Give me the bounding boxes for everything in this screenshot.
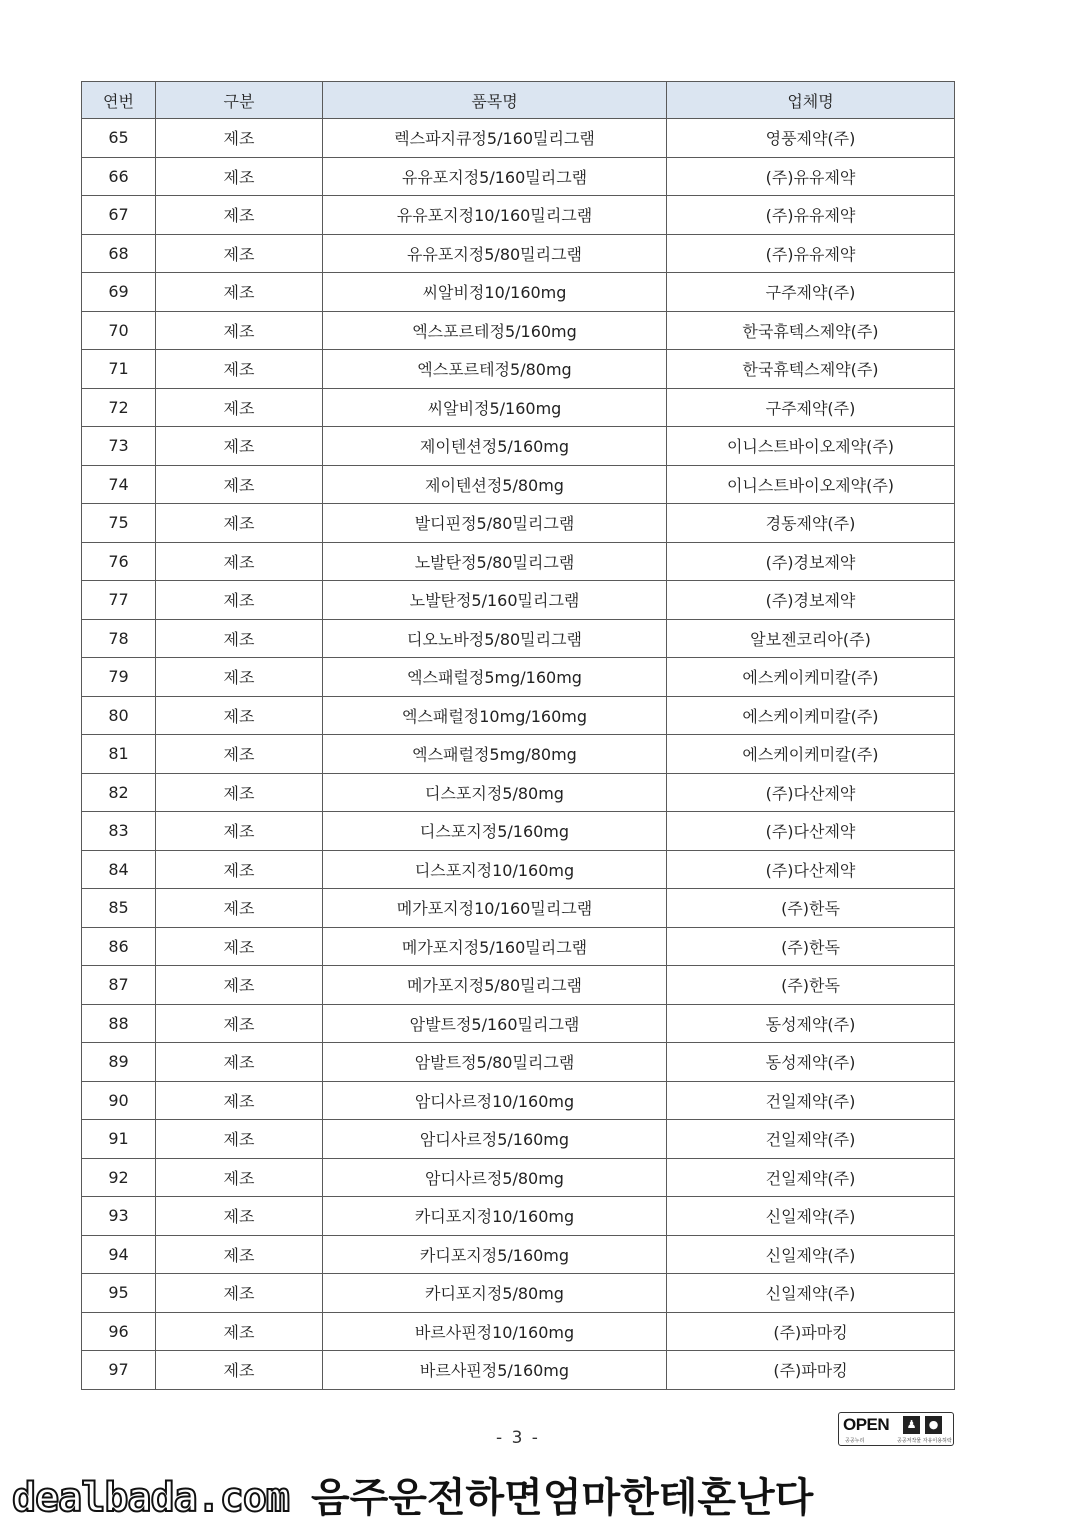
cell-company-name: (주)유유제약 xyxy=(667,157,955,196)
table-row xyxy=(82,850,955,889)
open-logo-word: OPEN xyxy=(843,1415,890,1434)
cell-serial: 75 xyxy=(82,504,156,543)
cell-product-name: 엑스패럴정5mg/160mg xyxy=(323,658,667,697)
cell-category: 제조 xyxy=(156,658,323,697)
cell-serial: 78 xyxy=(82,619,156,658)
cell-category: 제조 xyxy=(156,427,323,466)
cell-company-name: (주)다산제약 xyxy=(667,812,955,851)
cell-product-name: 메가포지정5/80밀리그램 xyxy=(323,966,667,1005)
cell-serial: 83 xyxy=(82,812,156,851)
cell-company-name: 에스케이케미칼(주) xyxy=(667,735,955,774)
cell-product-name: 암디사르정10/160mg xyxy=(323,1081,667,1120)
cell-serial: 90 xyxy=(82,1081,156,1120)
cell-serial: 84 xyxy=(82,850,156,889)
table-row xyxy=(82,119,955,158)
cell-product-name: 씨알비정10/160mg xyxy=(323,273,667,312)
cell-product-name: 카디포지정5/80mg xyxy=(323,1274,667,1313)
cell-company-name: 구주제약(주) xyxy=(667,388,955,427)
cell-company-name: (주)파마킹 xyxy=(667,1312,955,1351)
table-row xyxy=(82,1351,955,1390)
cell-company-name: 에스케이케미칼(주) xyxy=(667,658,955,697)
cell-serial: 89 xyxy=(82,1043,156,1082)
page-number: - 3 - xyxy=(496,1428,540,1448)
header-category: 구분 xyxy=(156,82,323,119)
watermark-slogan: 음주운전하면엄마한테혼난다 xyxy=(310,1475,814,1521)
cell-category: 제조 xyxy=(156,196,323,235)
cell-serial: 96 xyxy=(82,1312,156,1351)
cell-category: 제조 xyxy=(156,273,323,312)
header-company-name: 업체명 xyxy=(667,82,955,119)
cell-serial: 91 xyxy=(82,1120,156,1159)
cell-company-name: (주)한독 xyxy=(667,927,955,966)
table-row xyxy=(82,1274,955,1313)
cell-product-name: 엑스패럴정5mg/80mg xyxy=(323,735,667,774)
cell-product-name: 엑스포르테정5/80mg xyxy=(323,350,667,389)
cell-product-name: 메가포지정5/160밀리그램 xyxy=(323,927,667,966)
cell-company-name: 경동제약(주) xyxy=(667,504,955,543)
cell-company-name: 에스케이케미칼(주) xyxy=(667,696,955,735)
table-header-row xyxy=(82,82,955,119)
cell-company-name: (주)파마킹 xyxy=(667,1351,955,1390)
cell-product-name: 유유포지정5/80밀리그램 xyxy=(323,234,667,273)
table-row xyxy=(82,773,955,812)
table-row xyxy=(82,311,955,350)
cell-company-name: 동성제약(주) xyxy=(667,1004,955,1043)
table-row xyxy=(82,696,955,735)
cell-company-name: (주)한독 xyxy=(667,889,955,928)
cell-serial: 65 xyxy=(82,119,156,158)
cell-serial: 88 xyxy=(82,1004,156,1043)
cell-serial: 92 xyxy=(82,1158,156,1197)
cell-product-name: 제이텐션정5/160mg xyxy=(323,427,667,466)
cell-product-name: 발디핀정5/80밀리그램 xyxy=(323,504,667,543)
table-row xyxy=(82,465,955,504)
cell-product-name: 디오노바정5/80밀리그램 xyxy=(323,619,667,658)
cell-company-name: 이니스트바이오제약(주) xyxy=(667,465,955,504)
cell-company-name: 건일제약(주) xyxy=(667,1158,955,1197)
cell-serial: 80 xyxy=(82,696,156,735)
cell-category: 제조 xyxy=(156,465,323,504)
cell-category: 제조 xyxy=(156,696,323,735)
table-row xyxy=(82,1197,955,1236)
cell-product-name: 카디포지정5/160mg xyxy=(323,1235,667,1274)
table-row xyxy=(82,388,955,427)
table-row xyxy=(82,1004,955,1043)
cell-serial: 68 xyxy=(82,234,156,273)
cell-serial: 85 xyxy=(82,889,156,928)
cell-company-name: (주)유유제약 xyxy=(667,234,955,273)
cell-product-name: 노발탄정5/80밀리그램 xyxy=(323,542,667,581)
cell-serial: 86 xyxy=(82,927,156,966)
table-row xyxy=(82,619,955,658)
cell-product-name: 유유포지정5/160밀리그램 xyxy=(323,157,667,196)
cell-serial: 71 xyxy=(82,350,156,389)
cell-serial: 94 xyxy=(82,1235,156,1274)
kogl-open-logo xyxy=(838,1412,954,1446)
cell-category: 제조 xyxy=(156,157,323,196)
cell-serial: 87 xyxy=(82,966,156,1005)
cell-serial: 79 xyxy=(82,658,156,697)
table-row xyxy=(82,157,955,196)
cell-serial: 82 xyxy=(82,773,156,812)
cell-serial: 81 xyxy=(82,735,156,774)
table-row xyxy=(82,1312,955,1351)
cell-category: 제조 xyxy=(156,773,323,812)
cell-company-name: (주)경보제약 xyxy=(667,542,955,581)
cell-category: 제조 xyxy=(156,504,323,543)
cell-product-name: 제이텐션정5/80mg xyxy=(323,465,667,504)
table-row xyxy=(82,812,955,851)
cell-category: 제조 xyxy=(156,311,323,350)
cell-product-name: 노발탄정5/160밀리그램 xyxy=(323,581,667,620)
cell-product-name: 바르사핀정5/160mg xyxy=(323,1351,667,1390)
cell-category: 제조 xyxy=(156,388,323,427)
cell-company-name: 구주제약(주) xyxy=(667,273,955,312)
cell-company-name: 영풍제약(주) xyxy=(667,119,955,158)
cell-category: 제조 xyxy=(156,234,323,273)
cell-category: 제조 xyxy=(156,1197,323,1236)
cell-product-name: 엑스포르테정5/160mg xyxy=(323,311,667,350)
cell-product-name: 바르사핀정10/160mg xyxy=(323,1312,667,1351)
cell-product-name: 유유포지정10/160밀리그램 xyxy=(323,196,667,235)
cell-product-name: 암디사르정5/160mg xyxy=(323,1120,667,1159)
cell-product-name: 카디포지정10/160mg xyxy=(323,1197,667,1236)
table-row xyxy=(82,581,955,620)
table-row xyxy=(82,1158,955,1197)
table-row xyxy=(82,196,955,235)
cell-company-name: 알보젠코리아(주) xyxy=(667,619,955,658)
table-row xyxy=(82,234,955,273)
cell-category: 제조 xyxy=(156,889,323,928)
cell-company-name: 이니스트바이오제약(주) xyxy=(667,427,955,466)
table-row xyxy=(82,889,955,928)
cell-product-name: 디스포지정5/160mg xyxy=(323,812,667,851)
cell-product-name: 렉스파지큐정5/160밀리그램 xyxy=(323,119,667,158)
cell-company-name: 건일제약(주) xyxy=(667,1120,955,1159)
header-product-name: 품목명 xyxy=(323,82,667,119)
cell-category: 제조 xyxy=(156,966,323,1005)
table-row xyxy=(82,1081,955,1120)
cell-category: 제조 xyxy=(156,927,323,966)
table-row xyxy=(82,1043,955,1082)
cell-company-name: 한국휴텍스제약(주) xyxy=(667,311,955,350)
cell-serial: 67 xyxy=(82,196,156,235)
product-table xyxy=(81,81,955,1390)
cell-company-name: 신일제약(주) xyxy=(667,1235,955,1274)
cell-serial: 77 xyxy=(82,581,156,620)
cell-serial: 69 xyxy=(82,273,156,312)
cell-product-name: 디스포지정10/160mg xyxy=(323,850,667,889)
header-serial: 연번 xyxy=(82,82,156,119)
table-row xyxy=(82,658,955,697)
cell-serial: 74 xyxy=(82,465,156,504)
person-icon: ♟ xyxy=(903,1416,920,1434)
cell-company-name: (주)유유제약 xyxy=(667,196,955,235)
cell-company-name: 신일제약(주) xyxy=(667,1274,955,1313)
cell-category: 제조 xyxy=(156,542,323,581)
cell-product-name: 디스포지정5/80mg xyxy=(323,773,667,812)
table-row xyxy=(82,735,955,774)
cell-product-name: 메가포지정10/160밀리그램 xyxy=(323,889,667,928)
cell-category: 제조 xyxy=(156,735,323,774)
table-row xyxy=(82,542,955,581)
cell-category: 제조 xyxy=(156,119,323,158)
cell-category: 제조 xyxy=(156,1274,323,1313)
cell-serial: 95 xyxy=(82,1274,156,1313)
cell-product-name: 엑스패럴정10mg/160mg xyxy=(323,696,667,735)
cell-company-name: (주)경보제약 xyxy=(667,581,955,620)
cell-serial: 93 xyxy=(82,1197,156,1236)
cell-product-name: 암발트정5/80밀리그램 xyxy=(323,1043,667,1082)
cell-serial: 97 xyxy=(82,1351,156,1390)
cell-category: 제조 xyxy=(156,1043,323,1082)
cell-serial: 66 xyxy=(82,157,156,196)
cell-category: 제조 xyxy=(156,1120,323,1159)
cell-serial: 76 xyxy=(82,542,156,581)
table-row xyxy=(82,927,955,966)
table-row xyxy=(82,350,955,389)
open-logo-sub-left: 공공누리 xyxy=(845,1438,865,1444)
cell-category: 제조 xyxy=(156,812,323,851)
table-row xyxy=(82,1120,955,1159)
cell-category: 제조 xyxy=(156,350,323,389)
cell-company-name: (주)다산제약 xyxy=(667,850,955,889)
cell-category: 제조 xyxy=(156,1351,323,1390)
cell-serial: 73 xyxy=(82,427,156,466)
cell-category: 제조 xyxy=(156,1235,323,1274)
cell-product-name: 씨알비정5/160mg xyxy=(323,388,667,427)
table-row xyxy=(82,966,955,1005)
cell-product-name: 암디사르정5/80mg xyxy=(323,1158,667,1197)
no-derivative-icon: ● xyxy=(925,1416,942,1434)
table-row xyxy=(82,1235,955,1274)
open-logo-sub-right: 공공저작물 자유이용허락 xyxy=(897,1438,952,1444)
cell-company-name: 건일제약(주) xyxy=(667,1081,955,1120)
cell-category: 제조 xyxy=(156,581,323,620)
cell-category: 제조 xyxy=(156,1004,323,1043)
watermark xyxy=(12,1466,813,1522)
cell-company-name: 동성제약(주) xyxy=(667,1043,955,1082)
cell-category: 제조 xyxy=(156,850,323,889)
cell-company-name: (주)다산제약 xyxy=(667,773,955,812)
cell-company-name: 신일제약(주) xyxy=(667,1197,955,1236)
table-row xyxy=(82,504,955,543)
watermark-domain: dealbada.com xyxy=(12,1475,289,1521)
cell-company-name: 한국휴텍스제약(주) xyxy=(667,350,955,389)
table-row xyxy=(82,273,955,312)
cell-category: 제조 xyxy=(156,619,323,658)
table-row xyxy=(82,427,955,466)
cell-serial: 72 xyxy=(82,388,156,427)
cell-serial: 70 xyxy=(82,311,156,350)
cell-category: 제조 xyxy=(156,1158,323,1197)
cell-company-name: (주)한독 xyxy=(667,966,955,1005)
cell-category: 제조 xyxy=(156,1081,323,1120)
cell-product-name: 암발트정5/160밀리그램 xyxy=(323,1004,667,1043)
cell-category: 제조 xyxy=(156,1312,323,1351)
